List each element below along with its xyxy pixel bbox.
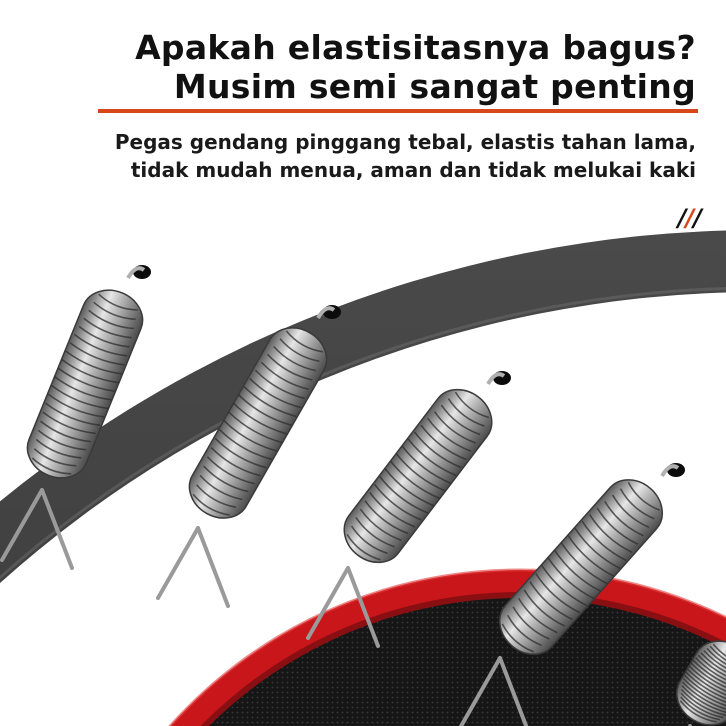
subtitle	[115, 128, 696, 184]
subtitle-line-1: Pegas gendang pinggang tebal, elastis tahan lama,	[114, 130, 696, 154]
slash-mark: /	[677, 204, 686, 232]
decorative-slash-icon	[678, 205, 701, 231]
headline	[135, 28, 696, 106]
headline-line-2: Musim semi sangat penting	[173, 67, 696, 106]
slash-mark: /	[685, 204, 694, 232]
slash-mark: /	[693, 204, 701, 232]
headline-line-1: Apakah elastisitasnya bagus?	[135, 28, 696, 67]
accent-divider	[98, 109, 698, 113]
subtitle-line-2: tidak mudah menua, aman dan tidak melukai kaki	[130, 158, 696, 182]
